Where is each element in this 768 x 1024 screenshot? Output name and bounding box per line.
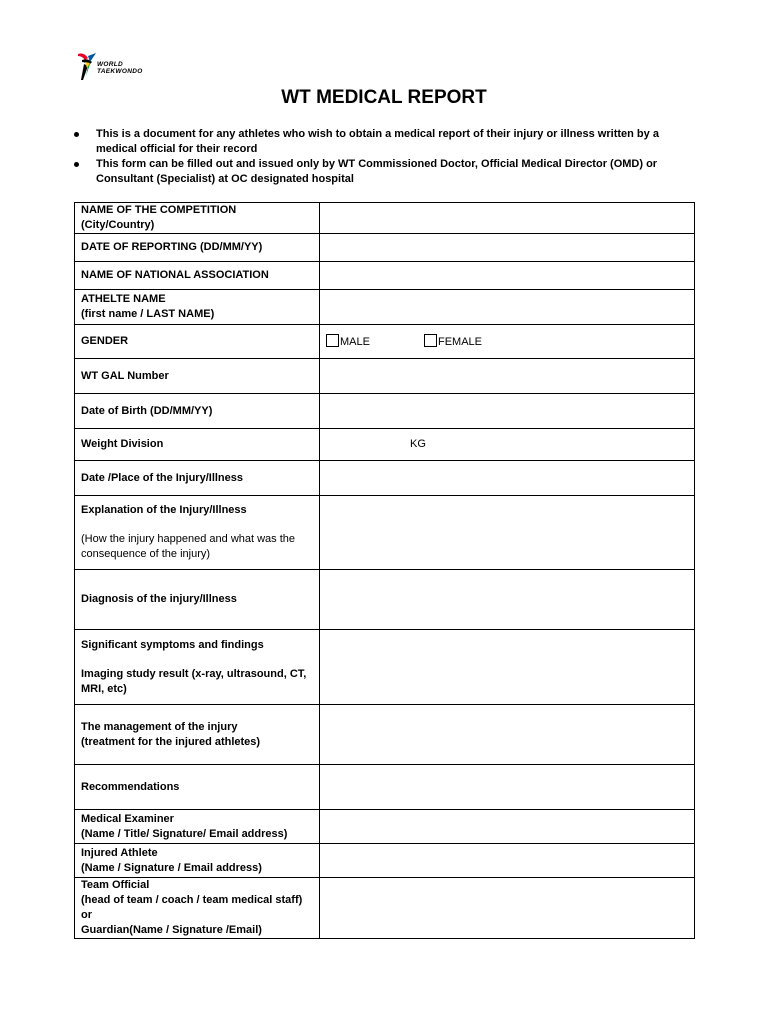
dob-field[interactable] <box>320 394 695 429</box>
bullet-icon <box>74 162 79 167</box>
gender-male-option[interactable] <box>326 334 424 350</box>
table-row <box>75 359 695 394</box>
gal-number-field[interactable] <box>320 359 695 394</box>
athlete-name-label: ATHELTE NAME (first name / LAST NAME) <box>75 290 320 325</box>
injury-date-place-label: Date /Place of the Injury/Illness <box>75 461 320 496</box>
instructions-list <box>70 127 690 187</box>
female-checkbox[interactable] <box>424 334 437 347</box>
table-row <box>75 844 695 878</box>
team-official-label: Team Official (head of team / coach / team medical staff) or Guardian(Name / Signature /Email) <box>75 878 320 939</box>
imaging-label: Imaging study result (x-ray, ultrasound, CT, MRI, etc) <box>81 667 307 695</box>
management-label: The management of the injury (treatment for the injured athletes) <box>75 705 320 765</box>
explanation-field[interactable] <box>320 496 695 570</box>
page-title: WT MEDICAL REPORT <box>281 87 487 108</box>
date-reporting-field[interactable] <box>320 234 695 262</box>
logo-text-line1: WORLD <box>97 61 124 68</box>
table-row <box>75 878 695 939</box>
medical-report-form <box>74 202 695 939</box>
athlete-name-field[interactable] <box>320 290 695 325</box>
injury-date-place-field[interactable] <box>320 461 695 496</box>
injured-athlete-field[interactable] <box>320 844 695 878</box>
table-row <box>75 203 695 234</box>
table-row <box>75 325 695 359</box>
bullet-icon <box>74 132 79 137</box>
table-row <box>75 570 695 630</box>
national-association-label: NAME OF NATIONAL ASSOCIATION <box>75 262 320 290</box>
list-item <box>70 157 690 187</box>
table-row <box>75 461 695 496</box>
table-row <box>75 290 695 325</box>
management-field[interactable] <box>320 705 695 765</box>
male-label: MALE <box>340 335 370 348</box>
symptoms-field[interactable] <box>320 630 695 705</box>
diagnosis-label: Diagnosis of the injury/Illness <box>75 570 320 630</box>
date-reporting-label: DATE OF REPORTING (DD/MM/YY) <box>75 234 320 262</box>
weight-field[interactable] <box>320 429 695 461</box>
recommendations-label: Recommendations <box>75 765 320 810</box>
competition-label: NAME OF THE COMPETITION (City/Country) <box>75 203 320 234</box>
table-row <box>75 630 695 705</box>
table-row <box>75 496 695 570</box>
explanation-note: (How the injury happened and what was the consequence of the injury) <box>81 533 296 560</box>
gender-field <box>320 325 695 359</box>
world-taekwondo-logo <box>76 50 166 86</box>
competition-field[interactable] <box>320 203 695 234</box>
logo-text-line2: TAEKWONDO <box>97 68 143 75</box>
symptoms-label: Significant symptoms and findings Imaging study result (x-ray, ultrasound, CT, MRI, etc) <box>75 630 320 705</box>
bullet-text: This form can be filled out and issued only by WT Commissioned Doctor, Official Medical Director (OMD) or Consultant (Specialist) at OC designated hospital <box>96 158 658 185</box>
dob-label: Date of Birth (DD/MM/YY) <box>75 394 320 429</box>
table-row <box>75 429 695 461</box>
female-label: FEMALE <box>438 335 483 348</box>
weight-unit: KG <box>410 438 426 450</box>
list-item <box>70 127 690 157</box>
injured-athlete-label: Injured Athlete (Name / Signature / Email address) <box>75 844 320 878</box>
gal-number-label: WT GAL Number <box>75 359 320 394</box>
table-row <box>75 810 695 844</box>
table-row <box>75 765 695 810</box>
male-checkbox[interactable] <box>326 334 339 347</box>
taekwondo-emblem-icon <box>76 50 98 86</box>
bullet-text: This is a document for any athletes who wish to obtain a medical report of their injury or illness written by a medical official for their record <box>96 128 659 155</box>
explanation-label: Explanation of the Injury/Illness (How the injury happened and what was the consequence of the injury) <box>75 496 320 570</box>
team-official-field[interactable] <box>320 878 695 939</box>
medical-examiner-field[interactable] <box>320 810 695 844</box>
table-row <box>75 234 695 262</box>
table-row <box>75 262 695 290</box>
recommendations-field[interactable] <box>320 765 695 810</box>
table-row <box>75 705 695 765</box>
table-row <box>75 394 695 429</box>
weight-label: Weight Division <box>75 429 320 461</box>
medical-examiner-label: Medical Examiner (Name / Title/ Signature/ Email address) <box>75 810 320 844</box>
diagnosis-field[interactable] <box>320 570 695 630</box>
gender-female-option[interactable] <box>424 334 482 350</box>
national-association-field[interactable] <box>320 262 695 290</box>
gender-label: GENDER <box>75 325 320 359</box>
